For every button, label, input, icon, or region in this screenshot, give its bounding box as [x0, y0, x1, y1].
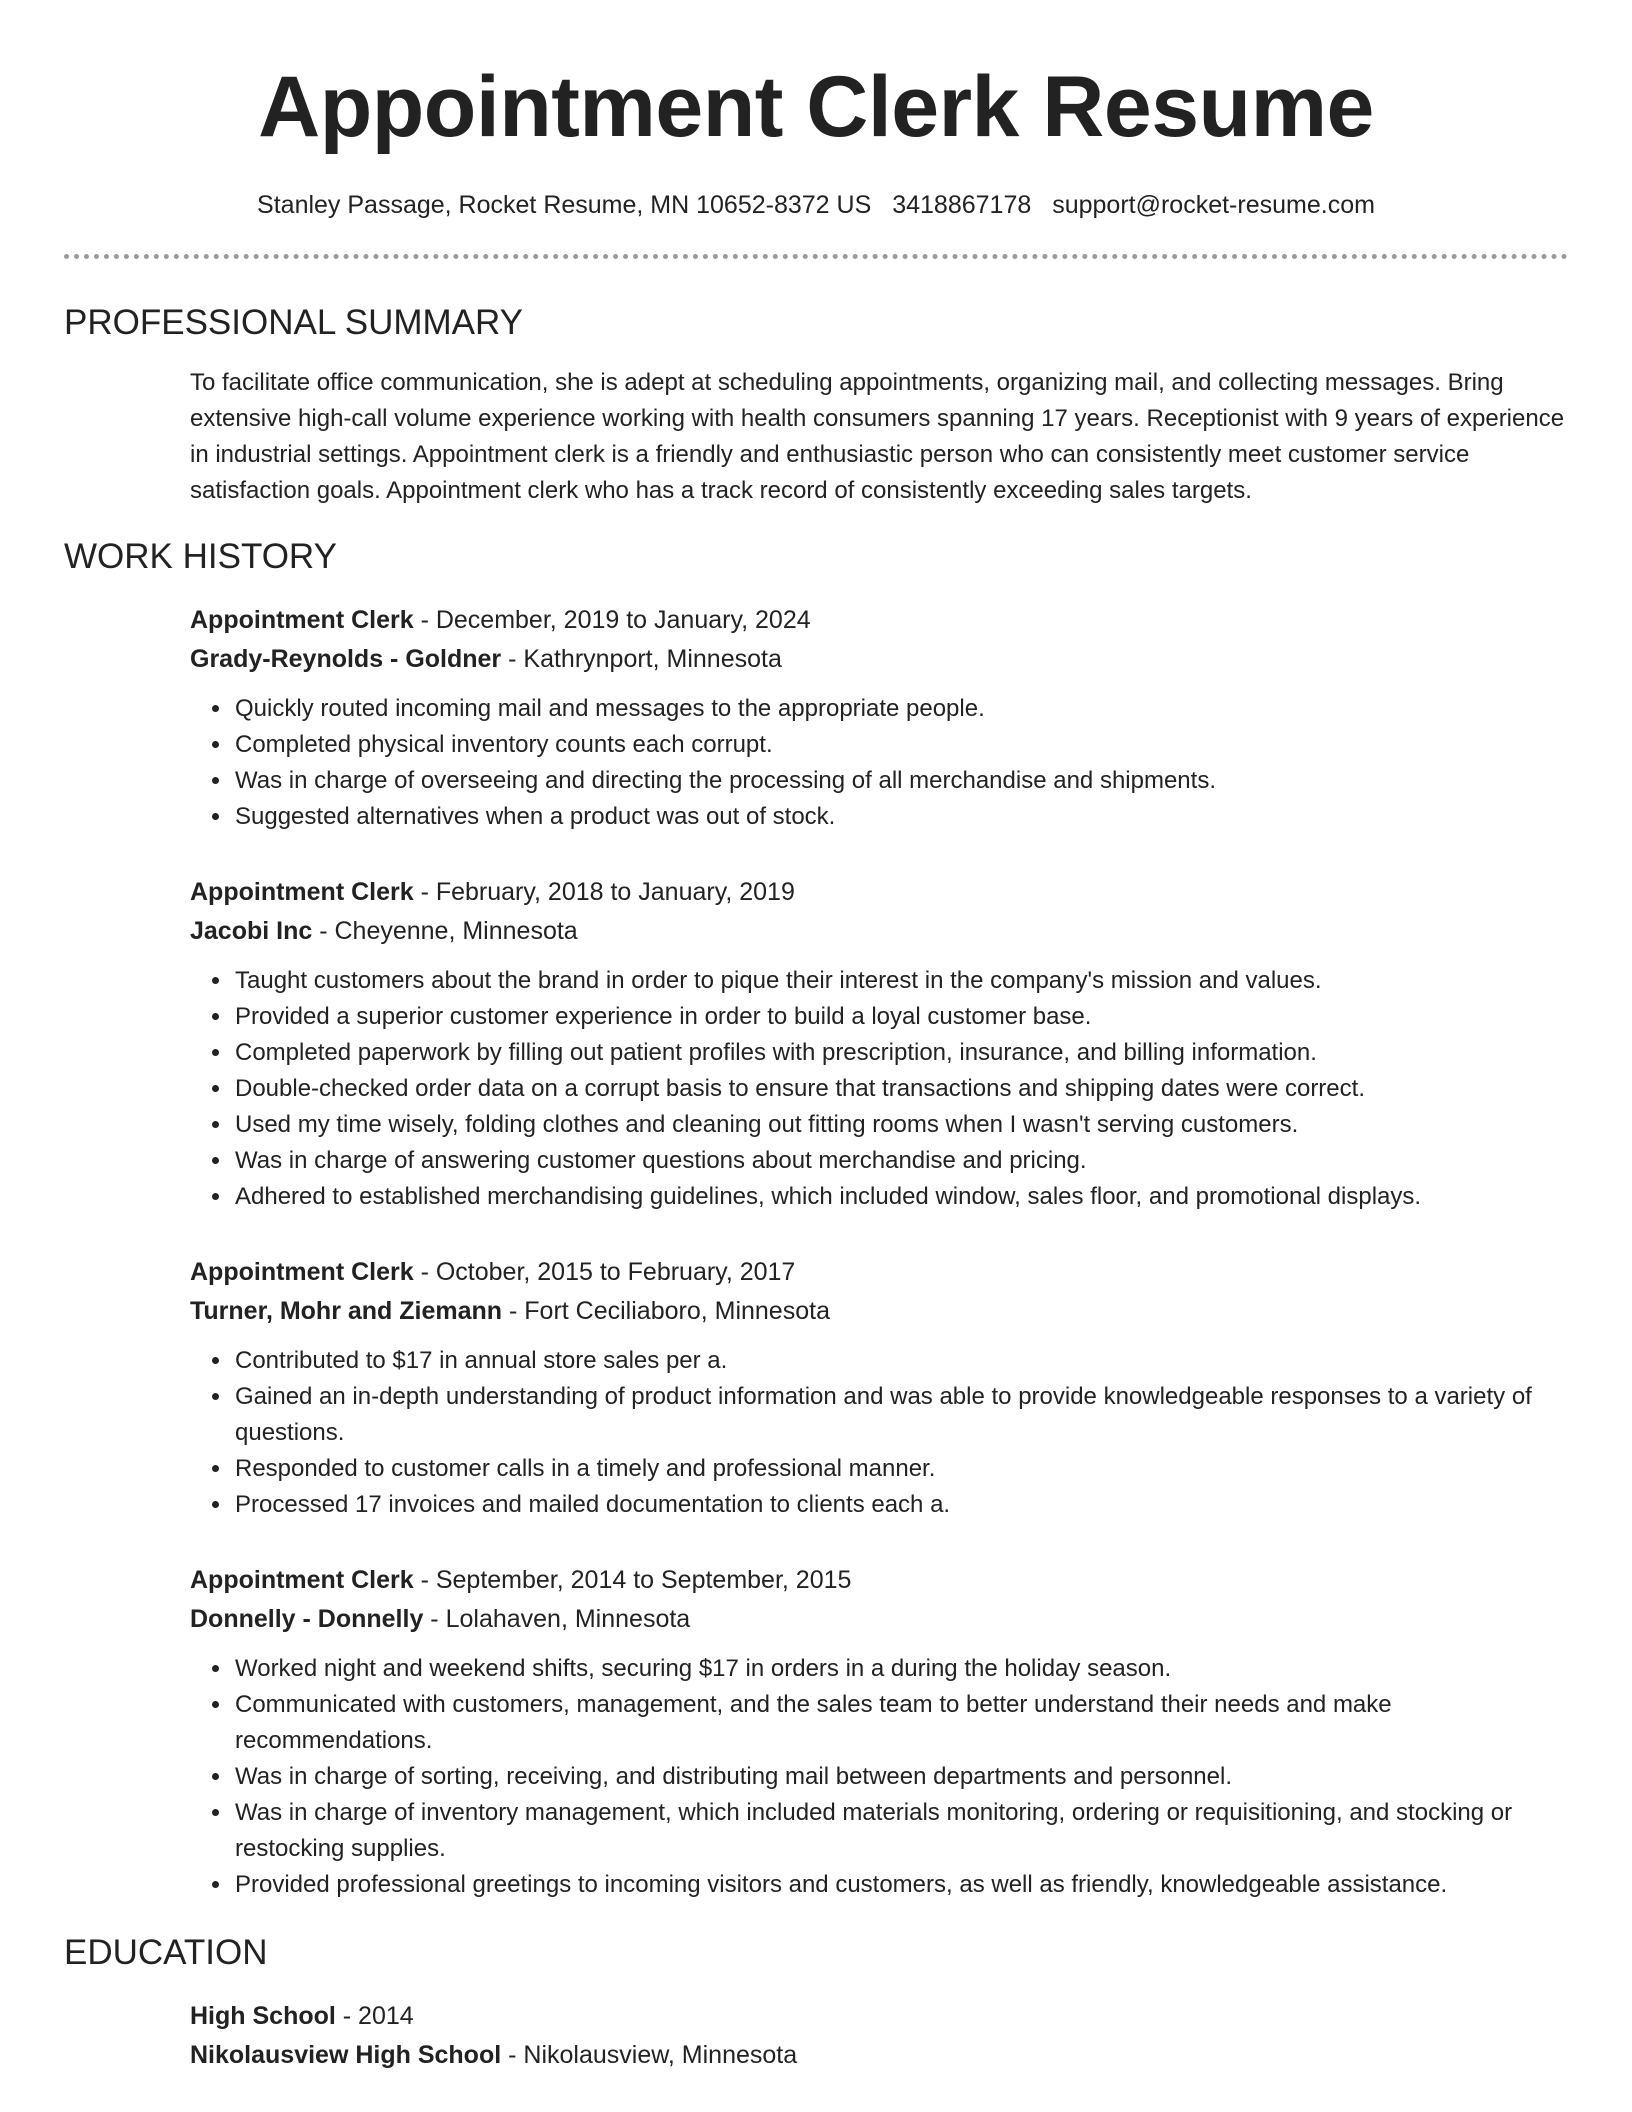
contact-phone: 3418867178: [892, 191, 1032, 219]
bullet-item: • Was in charge of inventory management, which included materials monitoring, ordering or requisitioning, and stocking or restocking supplies.: [233, 1795, 1568, 1867]
job-bullets: [190, 691, 1568, 835]
bullet-item: • Quickly routed incoming mail and messages to the appropriate people.: [233, 691, 1568, 727]
education-year: - 2014: [335, 2002, 414, 2030]
job-title-line: [190, 601, 1568, 640]
bullet-item: • Gained an in-depth understanding of product information and was able to provide knowledgeable responses to a variety of questions.: [233, 1379, 1568, 1451]
bullet-item: • Communicated with customers, management, and the sales team to better understand their needs and make recommendations.: [233, 1687, 1568, 1759]
job-company: Donnelly - Donnelly: [190, 1605, 424, 1633]
job-dates: - February, 2018 to January, 2019: [413, 878, 795, 906]
job-title-line: [190, 1253, 1568, 1292]
work-history-section: [64, 535, 1568, 1903]
education-degree-line: [190, 1997, 1568, 2036]
job-location: - Fort Ceciliaboro, Minnesota: [502, 1297, 830, 1325]
education-school-line: [190, 2036, 1568, 2075]
education-entry: [190, 1997, 1568, 2075]
job-bullets: [190, 1343, 1568, 1523]
professional-summary-section: [64, 301, 1568, 509]
contact-line: [64, 188, 1568, 222]
bullet-item: • Responded to customer calls in a timely and professional manner.: [233, 1451, 1568, 1487]
job-entry: [190, 873, 1568, 1215]
section-heading-education: EDUCATION: [64, 1933, 268, 1972]
job-title: Appointment Clerk: [190, 1258, 414, 1286]
summary-text: To facilitate office communication, she is adept at scheduling appointments, organizing mail, and collecting messages. Bring extensive high-call volume experience working with health consumers spanning 17 years. Receptionist with 9 years of experience in industrial settings. Appointment clerk is a friendly and enthusiastic person who can consistently meet customer service satisfaction goals. Appointment clerk who has a track record of consistently exceeding sales targets.: [190, 369, 1565, 504]
job-title: Appointment Clerk: [190, 1566, 414, 1594]
bullet-item: • Provided professional greetings to incoming visitors and customers, as well as friendly, knowledgeable assistance.: [233, 1867, 1568, 1903]
job-company-line: [190, 640, 1568, 679]
bullet-item: • Was in charge of sorting, receiving, and distributing mail between departments and personnel.: [233, 1759, 1568, 1795]
bullet-item: • Processed 17 invoices and mailed documentation to clients each a.: [233, 1487, 1568, 1523]
job-title-line: [190, 873, 1568, 912]
header-divider: [64, 254, 1568, 259]
bullet-item: • Was in charge of answering customer questions about merchandise and pricing.: [233, 1143, 1568, 1179]
contact-address: Stanley Passage, Rocket Resume, MN 10652-8372 US: [257, 191, 872, 219]
bullet-item: • Double-checked order data on a corrupt basis to ensure that transactions and shipping dates were correct.: [233, 1071, 1568, 1107]
education-degree: High School: [190, 2002, 336, 2030]
job-company-line: [190, 1292, 1568, 1331]
bullet-item: • Completed physical inventory counts each corrupt.: [233, 727, 1568, 763]
job-company: Grady-Reynolds - Goldner: [190, 645, 502, 673]
contact-email: support@rocket-resume.com: [1052, 191, 1375, 219]
bullet-item: • Contributed to $17 in annual store sales per a.: [233, 1343, 1568, 1379]
job-bullets: [190, 963, 1568, 1215]
education-section: [64, 1931, 1568, 2075]
bullet-item: • Used my time wisely, folding clothes and cleaning out fitting rooms when I wasn't serving customers.: [233, 1107, 1568, 1143]
bullet-item: • Suggested alternatives when a product was out of stock.: [233, 799, 1568, 835]
bullet-item: • Adhered to established merchandising guidelines, which included window, sales floor, and promotional displays.: [233, 1179, 1568, 1215]
education-school: Nikolausview High School: [190, 2041, 502, 2069]
job-title: Appointment Clerk: [190, 878, 414, 906]
job-location: - Lolahaven, Minnesota: [423, 1605, 691, 1633]
job-location: - Kathrynport, Minnesota: [501, 645, 782, 673]
education-location: - Nikolausview, Minnesota: [501, 2041, 798, 2069]
job-location: - Cheyenne, Minnesota: [312, 917, 578, 945]
job-entry: [190, 601, 1568, 835]
bullet-item: • Completed paperwork by filling out patient profiles with prescription, insurance, and billing information.: [233, 1035, 1568, 1071]
section-heading-summary: PROFESSIONAL SUMMARY: [64, 303, 523, 342]
resume-title: Appointment Clerk Resume: [258, 59, 1374, 155]
job-entry: [190, 1561, 1568, 1903]
bullet-item: • Was in charge of overseeing and directing the processing of all merchandise and shipments.: [233, 763, 1568, 799]
job-company-line: [190, 1600, 1568, 1639]
job-company: Turner, Mohr and Ziemann: [190, 1297, 503, 1325]
job-dates: - September, 2014 to September, 2015: [413, 1566, 852, 1594]
bullet-item: • Worked night and weekend shifts, securing $17 in orders in a during the holiday season.: [233, 1651, 1568, 1687]
bullet-item: • Provided a superior customer experience in order to build a loyal customer base.: [233, 999, 1568, 1035]
job-dates: - October, 2015 to February, 2017: [413, 1258, 796, 1286]
bullet-item: • Taught customers about the brand in order to pique their interest in the company's mission and values.: [233, 963, 1568, 999]
job-entry: [190, 1253, 1568, 1523]
job-company-line: [190, 912, 1568, 951]
job-title: Appointment Clerk: [190, 606, 414, 634]
resume-page: [64, 0, 1568, 2075]
job-company: Jacobi Inc: [190, 917, 313, 945]
job-bullets: [190, 1651, 1568, 1903]
job-dates: - December, 2019 to January, 2024: [413, 606, 811, 634]
job-title-line: [190, 1561, 1568, 1600]
section-heading-work: WORK HISTORY: [64, 537, 337, 576]
